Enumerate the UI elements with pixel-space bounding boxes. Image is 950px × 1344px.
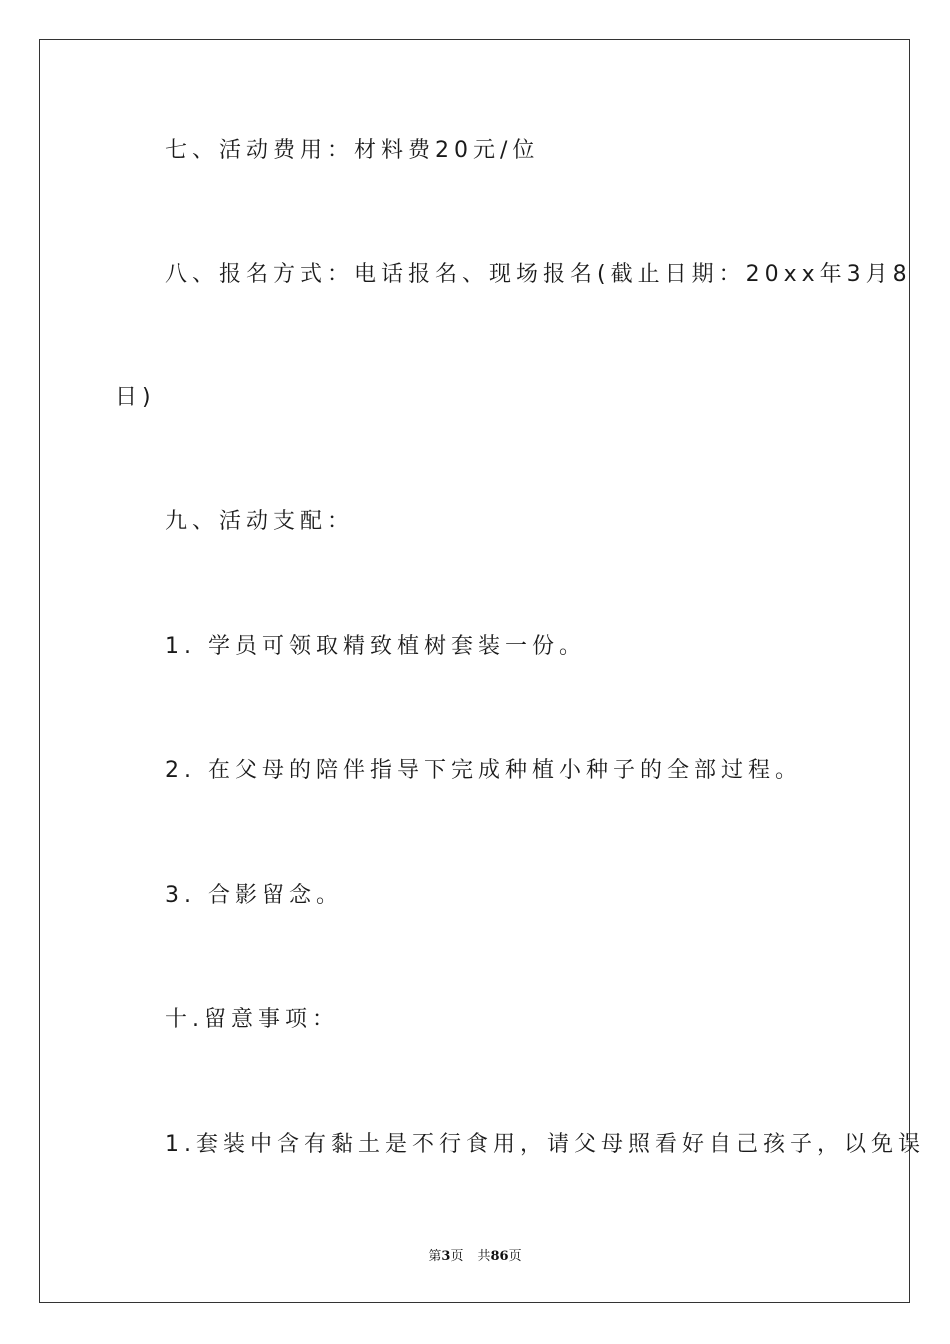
page-footer bbox=[0, 1249, 950, 1265]
page-border bbox=[39, 39, 910, 1303]
section-8-registration-continued: 日) bbox=[115, 385, 156, 410]
arrangement-item-1: 1. 学员可领取精致植树套装一份。 bbox=[165, 634, 586, 659]
arrangement-item-3: 3. 合影留念。 bbox=[165, 883, 343, 908]
section-9-arrangement: 九、活动支配： bbox=[165, 509, 355, 534]
footer-total-suffix: 页 bbox=[508, 1249, 522, 1264]
section-8-registration: 八、报名方式：电话报名、现场报名(截止日期：20xx年3月8 bbox=[165, 262, 912, 287]
footer-total-pages: 86 bbox=[490, 1249, 509, 1264]
arrangement-item-2: 2. 在父母的陪伴指导下完成种植小种子的全部过程。 bbox=[165, 758, 802, 783]
footer-page-prefix: 第 bbox=[428, 1249, 442, 1264]
footer-total-prefix: 共 bbox=[477, 1249, 491, 1264]
footer-page-suffix: 页 bbox=[450, 1249, 464, 1264]
section-10-notes: 十.留意事项： bbox=[165, 1007, 339, 1032]
section-7-fee: 七、活动费用：材料费20元/位 bbox=[165, 138, 540, 163]
footer-page-number: 3 bbox=[441, 1249, 451, 1264]
notes-item-1: 1.套装中含有黏土是不行食用，请父母照看好自己孩子，以免误 bbox=[165, 1132, 925, 1157]
